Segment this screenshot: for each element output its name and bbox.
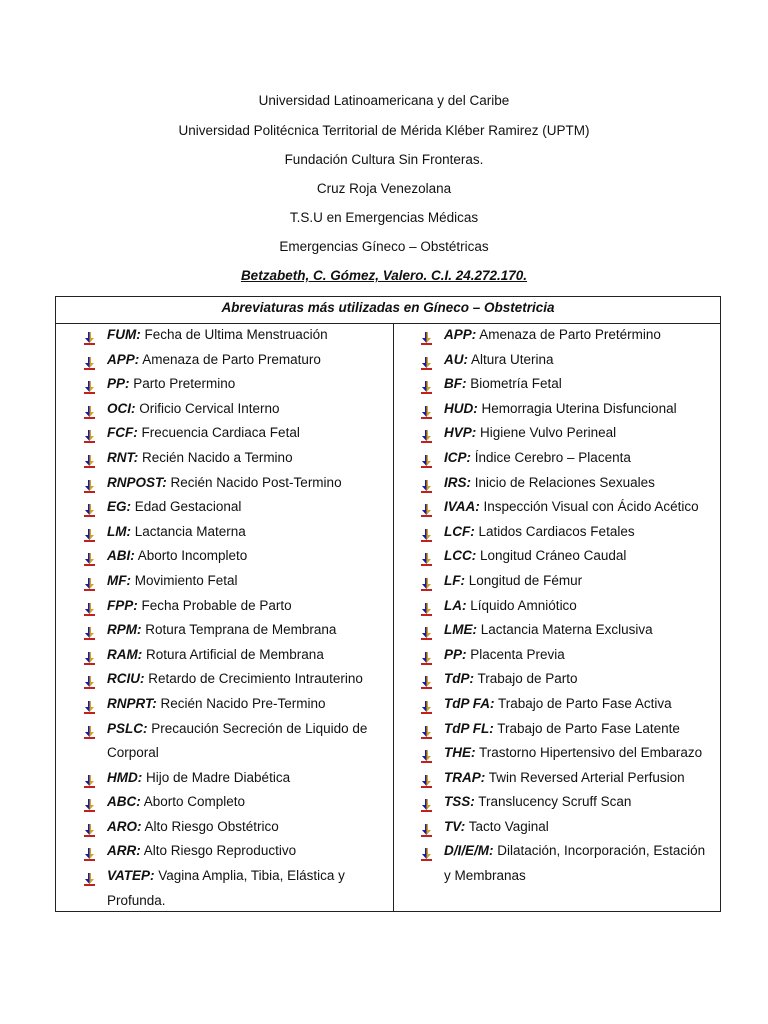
abbreviation: LA: [444, 597, 467, 613]
arrow-bullet-icon [420, 772, 433, 785]
abbreviation: ARR: [107, 843, 141, 859]
arrow-bullet-icon [83, 501, 96, 514]
arrow-bullet-icon [420, 649, 433, 662]
abbreviation: FCF: [107, 425, 138, 441]
abbreviation: IVAA: [444, 499, 480, 515]
definition: Tacto Vaginal [465, 818, 549, 834]
list-item [83, 667, 383, 692]
arrow-bullet-icon [83, 550, 96, 563]
abbreviation: PP: [444, 646, 467, 662]
definition: Amenaza de Parto Prematuro [139, 351, 321, 367]
abbreviation: RNPRT: [107, 695, 157, 711]
arrow-bullet-icon [83, 354, 96, 367]
definition: Longitud Cráneo Caudal [476, 548, 627, 564]
list-item [420, 372, 715, 397]
abbreviation: APP: [444, 327, 477, 342]
author-line: Betzabeth, C. Gómez, Valero. C.I. 24.272.170. [240, 268, 528, 283]
abbreviation: RAM: [107, 646, 143, 662]
abbreviation: RPM: [107, 622, 142, 638]
arrow-bullet-icon [83, 526, 96, 539]
definition: Hemorragia Uterina Disfuncional [477, 400, 677, 416]
arrow-bullet-icon [420, 723, 433, 736]
list-item [83, 717, 383, 766]
arrow-bullet-icon [420, 698, 433, 711]
list-item [420, 594, 715, 619]
abbreviation: ICP: [444, 449, 471, 465]
arrow-bullet-icon [420, 600, 433, 613]
abbreviation: ARO: [107, 818, 142, 834]
abbreviation: BF: [444, 376, 467, 392]
definition: Orificio Cervical Interno [135, 400, 280, 416]
abbreviation: TdP FA: [444, 695, 495, 711]
arrow-bullet-icon [420, 501, 433, 514]
arrow-bullet-icon [420, 845, 433, 858]
definition: Higiene Vulvo Perineal [476, 425, 617, 441]
list-item [420, 790, 715, 815]
list-item [83, 446, 383, 471]
definition: Aborto Incompleto [134, 548, 248, 564]
header-line-6: Emergencias Gíneco – Obstétricas [279, 239, 489, 254]
arrow-bullet-icon [420, 575, 433, 588]
list-item [83, 520, 383, 545]
list-item [83, 372, 383, 397]
definition: Rotura Temprana de Membrana [141, 622, 337, 638]
list-item [420, 618, 715, 643]
list-item [420, 471, 715, 496]
arrow-bullet-icon [83, 845, 96, 858]
abbreviation: THE: [444, 745, 476, 761]
list-item [420, 741, 715, 766]
definition: Dilatación, Incorporación, Estación y Membranas [444, 843, 706, 884]
definition: Trabajo de Parto Fase Activa [494, 695, 672, 711]
arrow-bullet-icon [420, 550, 433, 563]
list-item [83, 471, 383, 496]
abbreviation: AU: [444, 351, 468, 367]
definition: Aborto Completo [140, 794, 246, 810]
definition: Trastorno Hipertensivo del Embarazo [475, 745, 703, 761]
list-item [83, 790, 383, 815]
definition: Recién Nacido a Termino [138, 449, 293, 465]
definition: Amenaza de Parto Pretérmino [476, 327, 661, 342]
abbreviation: ABC: [107, 794, 141, 810]
definition: Translucency Scruff Scan [474, 794, 632, 810]
definition: Recién Nacido Pre-Termino [156, 695, 326, 711]
abbreviation: TSS: [444, 794, 475, 810]
arrow-bullet-icon [420, 624, 433, 637]
list-item [83, 421, 383, 446]
list-item [420, 766, 715, 791]
list-item [420, 692, 715, 717]
abbreviation: FUM: [107, 327, 141, 342]
list-item [83, 348, 383, 373]
arrow-bullet-icon [420, 452, 433, 465]
arrow-bullet-icon [420, 821, 433, 834]
header-line-2: Universidad Politécnica Territorial de Mérida Kléber Ramirez (UPTM) [178, 123, 590, 138]
definition: Hijo de Madre Diabética [142, 769, 291, 785]
header-line-3: Fundación Cultura Sin Fronteras. [284, 152, 484, 167]
list-item [83, 643, 383, 668]
arrow-bullet-icon [420, 378, 433, 391]
abbreviation: RNPOST: [107, 474, 167, 490]
list-item [83, 618, 383, 643]
abbreviation: TV: [444, 818, 466, 834]
list-item [420, 421, 715, 446]
list-item [420, 495, 715, 520]
definition: Alto Riesgo Obstétrico [141, 818, 279, 834]
definition: Parto Pretermino [129, 376, 236, 392]
list-item [420, 544, 715, 569]
abbreviation: LM: [107, 523, 131, 539]
list-item [420, 643, 715, 668]
arrow-bullet-icon [83, 378, 96, 391]
abbreviation: HMD: [107, 769, 143, 785]
abbreviation: TdP FL: [444, 720, 494, 736]
abbreviation: LF: [444, 572, 465, 588]
definition: Índice Cerebro – Placenta [471, 449, 631, 465]
arrow-bullet-icon [83, 600, 96, 613]
arrow-bullet-icon [420, 354, 433, 367]
list-item [83, 815, 383, 840]
definition: Longitud de Fémur [465, 572, 583, 588]
list-item [83, 323, 383, 348]
abbreviation: LME: [444, 622, 477, 638]
list-item [83, 544, 383, 569]
definition: Precaución Secreción de Liquido de Corporal [107, 720, 368, 761]
list-item [83, 495, 383, 520]
arrow-bullet-icon [83, 821, 96, 834]
list-item [83, 864, 383, 913]
list-item [420, 446, 715, 471]
abbreviation: D/I/E/M: [444, 843, 494, 859]
list-item [83, 766, 383, 791]
list-item [420, 397, 715, 422]
arrow-bullet-icon [420, 477, 433, 490]
arrow-bullet-icon [83, 575, 96, 588]
list-item [83, 839, 383, 864]
arrow-bullet-icon [83, 624, 96, 637]
definition: Inspección Visual con Ácido Acético [479, 499, 699, 515]
list-item [420, 520, 715, 545]
abbreviation: MF: [107, 572, 131, 588]
list-item [420, 839, 715, 888]
list-item [83, 569, 383, 594]
abbreviation: TRAP: [444, 769, 486, 785]
definition: Movimiento Fetal [131, 572, 238, 588]
abbreviation: IRS: [444, 474, 471, 490]
arrow-bullet-icon [83, 870, 96, 883]
header-line-1: Universidad Latinoamericana y del Caribe [258, 93, 510, 108]
list-item [83, 594, 383, 619]
arrow-bullet-icon [83, 649, 96, 662]
definition: Trabajo de Parto [474, 671, 578, 687]
list-item [420, 323, 715, 348]
abbreviation: PSLC: [107, 720, 148, 736]
arrow-bullet-icon [420, 329, 433, 342]
list-item [83, 397, 383, 422]
arrow-bullet-icon [83, 477, 96, 490]
definition: Edad Gestacional [131, 499, 242, 515]
abbreviation: FPP: [107, 597, 138, 613]
list-item [420, 717, 715, 742]
header-line-5: T.S.U en Emergencias Médicas [289, 210, 479, 225]
abbreviation: HUD: [444, 400, 478, 416]
definition: Líquido Amniótico [466, 597, 577, 613]
definition: Lactancia Materna Exclusiva [477, 622, 653, 638]
arrow-bullet-icon [83, 329, 96, 342]
right-column [420, 323, 715, 889]
definition: Recién Nacido Post-Termino [166, 474, 342, 490]
definition: Inicio de Relaciones Sexuales [471, 474, 655, 490]
definition: Biometría Fetal [466, 376, 562, 392]
column-divider [393, 324, 394, 911]
definition: Frecuencia Cardiaca Fetal [137, 425, 300, 441]
arrow-bullet-icon [420, 403, 433, 416]
list-item [420, 348, 715, 373]
definition: Fecha Probable de Parto [137, 597, 292, 613]
arrow-bullet-icon [83, 698, 96, 711]
abbreviation: APP: [107, 351, 140, 367]
abbreviation: PP: [107, 376, 130, 392]
arrow-bullet-icon [420, 796, 433, 809]
definition: Altura Uterina [468, 351, 554, 367]
arrow-bullet-icon [83, 723, 96, 736]
abbreviation: VATEP: [107, 868, 155, 884]
arrow-bullet-icon [420, 427, 433, 440]
list-item [420, 569, 715, 594]
definition: Lactancia Materna [131, 523, 246, 539]
definition: Trabajo de Parto Fase Latente [493, 720, 680, 736]
list-item [420, 815, 715, 840]
arrow-bullet-icon [420, 673, 433, 686]
arrow-bullet-icon [83, 673, 96, 686]
list-item [420, 667, 715, 692]
abbreviation: LCC: [444, 548, 477, 564]
definition: Vagina Amplia, Tibia, Elástica y Profunda. [107, 868, 345, 908]
definition: Latidos Cardiacos Fetales [474, 523, 635, 539]
definition: Placenta Previa [466, 646, 565, 662]
definition: Twin Reversed Arterial Perfusion [485, 769, 685, 785]
abbreviation: OCI: [107, 400, 136, 416]
header-line-4: Cruz Roja Venezolana [316, 181, 452, 196]
arrow-bullet-icon [83, 403, 96, 416]
arrow-bullet-icon [83, 452, 96, 465]
table-title: Abreviaturas más utilizadas en Gíneco – Obstetricia [56, 297, 720, 324]
list-item [83, 692, 383, 717]
abbreviation: RNT: [107, 449, 139, 465]
abbreviation: TdP: [444, 671, 474, 687]
abbreviation: EG: [107, 499, 132, 515]
definition: Rotura Artificial de Membrana [142, 646, 324, 662]
arrow-bullet-icon [83, 772, 96, 785]
definition: Fecha de Ultima Menstruación [140, 327, 328, 342]
arrow-bullet-icon [83, 796, 96, 809]
left-column [83, 323, 383, 913]
definition: Retardo de Crecimiento Intrauterino [144, 671, 363, 687]
arrow-bullet-icon [420, 526, 433, 539]
abbreviation: ABI: [107, 548, 135, 564]
arrow-bullet-icon [83, 427, 96, 440]
abbreviation: LCF: [444, 523, 475, 539]
abbreviation: RCIU: [107, 671, 145, 687]
arrow-bullet-icon [420, 747, 433, 760]
definition: Alto Riesgo Reproductivo [140, 843, 297, 859]
abbreviation: HVP: [444, 425, 477, 441]
